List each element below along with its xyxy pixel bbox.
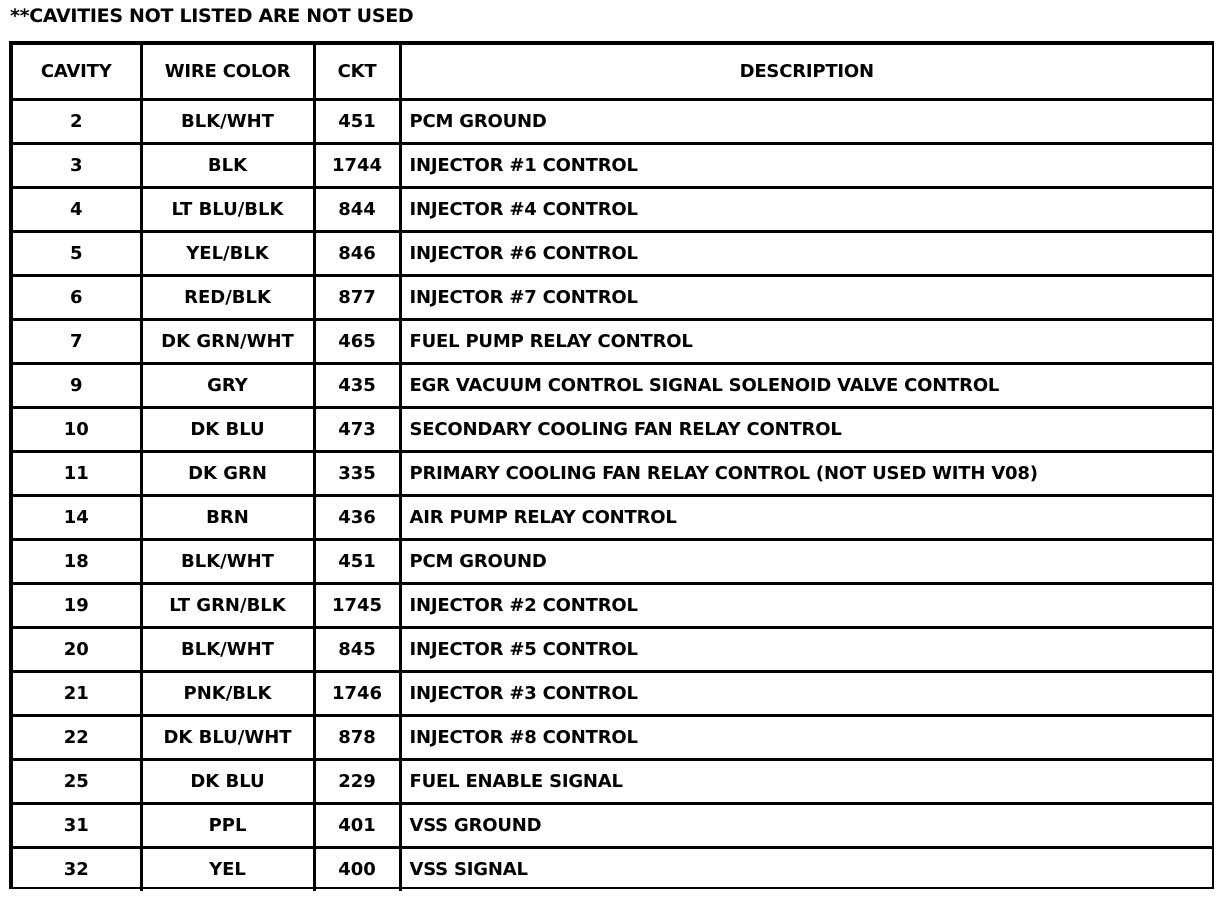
description-cell: PCM GROUND <box>400 539 1212 583</box>
ckt-cell: 473 <box>314 407 400 451</box>
cavity-cell: 19 <box>13 583 141 627</box>
description-cell: FUEL PUMP RELAY CONTROL <box>400 319 1212 363</box>
description-cell: INJECTOR #4 CONTROL <box>400 187 1212 231</box>
cavity-cell: 7 <box>13 319 141 363</box>
description-cell: INJECTOR #1 CONTROL <box>400 143 1212 187</box>
ckt-cell: 1745 <box>314 583 400 627</box>
cavity-cell: 4 <box>13 187 141 231</box>
description-cell: INJECTOR #7 CONTROL <box>400 275 1212 319</box>
cavity-cell: 5 <box>13 231 141 275</box>
table-row <box>13 803 1212 847</box>
description-cell: AIR PUMP RELAY CONTROL <box>400 495 1212 539</box>
ckt-cell: 401 <box>314 803 400 847</box>
ckt-cell: 877 <box>314 275 400 319</box>
ckt-cell: 436 <box>314 495 400 539</box>
table-row <box>13 495 1212 539</box>
cavity-cell: 21 <box>13 671 141 715</box>
table-row <box>13 671 1212 715</box>
wire-color-cell: GRY <box>141 363 314 407</box>
ckt-cell: 845 <box>314 627 400 671</box>
table-row <box>13 143 1212 187</box>
wire-color-cell: DK BLU <box>141 407 314 451</box>
wire-color-cell: DK BLU/WHT <box>141 715 314 759</box>
wire-color-cell: YEL <box>141 847 314 891</box>
table-row <box>13 847 1212 891</box>
wire-color-cell: LT BLU/BLK <box>141 187 314 231</box>
table-row <box>13 759 1212 803</box>
description-cell: VSS SIGNAL <box>400 847 1212 891</box>
cavity-cell: 31 <box>13 803 141 847</box>
header-cavity: CAVITY <box>13 45 141 99</box>
wire-color-cell: BRN <box>141 495 314 539</box>
cavity-cell: 11 <box>13 451 141 495</box>
wire-color-cell: PPL <box>141 803 314 847</box>
table-row <box>13 539 1212 583</box>
table-row <box>13 627 1212 671</box>
ckt-cell: 229 <box>314 759 400 803</box>
table-body <box>13 99 1212 891</box>
ckt-cell: 435 <box>314 363 400 407</box>
table-row <box>13 407 1212 451</box>
ckt-cell: 465 <box>314 319 400 363</box>
description-cell: EGR VACUUM CONTROL SIGNAL SOLENOID VALVE CONTROL <box>400 363 1212 407</box>
wire-color-cell: DK BLU <box>141 759 314 803</box>
cavity-cell: 6 <box>13 275 141 319</box>
cavity-cell: 22 <box>13 715 141 759</box>
wire-color-cell: LT GRN/BLK <box>141 583 314 627</box>
wire-color-cell: BLK <box>141 143 314 187</box>
ckt-cell: 400 <box>314 847 400 891</box>
table-header-row <box>13 45 1212 99</box>
cavity-cell: 9 <box>13 363 141 407</box>
cavity-cell: 32 <box>13 847 141 891</box>
wire-color-cell: BLK/WHT <box>141 539 314 583</box>
ckt-cell: 846 <box>314 231 400 275</box>
wire-color-cell: DK GRN/WHT <box>141 319 314 363</box>
table-row <box>13 451 1212 495</box>
ckt-cell: 451 <box>314 99 400 143</box>
header-description: DESCRIPTION <box>400 45 1212 99</box>
wire-color-cell: PNK/BLK <box>141 671 314 715</box>
cavity-cell: 2 <box>13 99 141 143</box>
header-ckt: CKT <box>314 45 400 99</box>
wire-color-cell: YEL/BLK <box>141 231 314 275</box>
table-row <box>13 231 1212 275</box>
table-row <box>13 99 1212 143</box>
wire-color-cell: RED/BLK <box>141 275 314 319</box>
description-cell: INJECTOR #3 CONTROL <box>400 671 1212 715</box>
header-wire-color: WIRE COLOR <box>141 45 314 99</box>
description-cell: PCM GROUND <box>400 99 1212 143</box>
table-row <box>13 275 1212 319</box>
description-cell: SECONDARY COOLING FAN RELAY CONTROL <box>400 407 1212 451</box>
description-cell: INJECTOR #2 CONTROL <box>400 583 1212 627</box>
connector-table-frame <box>9 41 1214 889</box>
wire-color-cell: DK GRN <box>141 451 314 495</box>
cavity-cell: 14 <box>13 495 141 539</box>
ckt-cell: 335 <box>314 451 400 495</box>
cavity-cell: 18 <box>13 539 141 583</box>
description-cell: FUEL ENABLE SIGNAL <box>400 759 1212 803</box>
wire-color-cell: BLK/WHT <box>141 99 314 143</box>
ckt-cell: 451 <box>314 539 400 583</box>
description-cell: INJECTOR #6 CONTROL <box>400 231 1212 275</box>
ckt-cell: 844 <box>314 187 400 231</box>
table-row <box>13 363 1212 407</box>
ckt-cell: 1744 <box>314 143 400 187</box>
table-row <box>13 583 1212 627</box>
connector-pinout-table <box>13 45 1212 891</box>
description-cell: VSS GROUND <box>400 803 1212 847</box>
table-row <box>13 715 1212 759</box>
cavity-cell: 10 <box>13 407 141 451</box>
description-cell: INJECTOR #5 CONTROL <box>400 627 1212 671</box>
table-row <box>13 187 1212 231</box>
description-cell: INJECTOR #8 CONTROL <box>400 715 1212 759</box>
cavity-cell: 20 <box>13 627 141 671</box>
description-cell: PRIMARY COOLING FAN RELAY CONTROL (NOT USED WITH V08) <box>400 451 1212 495</box>
cavities-note: **CAVITIES NOT LISTED ARE NOT USED <box>10 5 414 27</box>
ckt-cell: 1746 <box>314 671 400 715</box>
cavity-cell: 25 <box>13 759 141 803</box>
cavity-cell: 3 <box>13 143 141 187</box>
table-row <box>13 319 1212 363</box>
wire-color-cell: BLK/WHT <box>141 627 314 671</box>
ckt-cell: 878 <box>314 715 400 759</box>
